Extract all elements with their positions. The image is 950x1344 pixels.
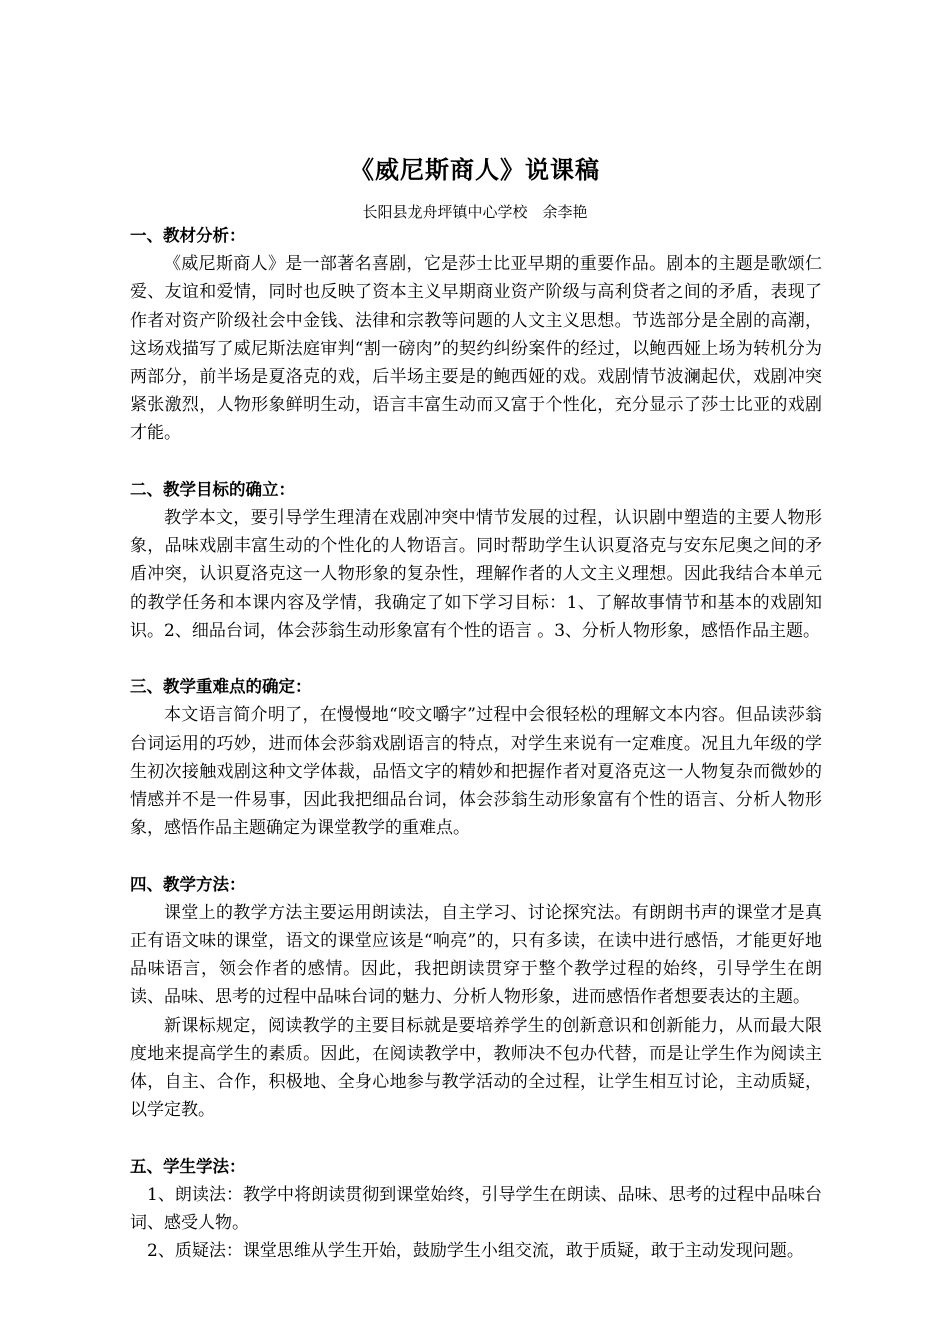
section-heading: 一、教材分析：: [130, 226, 246, 245]
author-byline: 长阳县龙舟坪镇中心学校 余李艳: [362, 203, 588, 221]
paragraph: 新课标规定，阅读教学的主要目标就是要培养学生的创新意识和创新能力，从而最大限度地来提高学生的素质。因此，在阅读教学中，教师决不包办代替，而是让学生作为阅读主体，自主、合作，积极地、全身心地参与教学活动的全过程，让学生相互讨论，主动质疑，以学定教。: [130, 1015, 822, 1121]
section-spacer: [130, 1124, 822, 1152]
list-item: 1、朗读法：教学中将朗读贯彻到课堂始终，引导学生在朗读、品味、思考的过程中品味台词、感受人物。: [130, 1184, 822, 1234]
section-heading: 四、教学方法：: [130, 874, 246, 894]
section-learning-methods: [130, 1153, 822, 1266]
section-heading: 三、教学重难点的确定：: [130, 677, 312, 697]
section-heading: 二、教学目标的确立：: [130, 479, 295, 499]
section-spacer: [130, 448, 822, 476]
section-spacer: [130, 842, 822, 870]
paragraph: 《威尼斯商人》是一部著名喜剧，它是莎士比亚早期的重要作品。剧本的主题是歌颂仁爱、友谊和爱情，同时也反映了资本主义早期商业资产阶级与高利贷者之间的矛盾，表现了作者对资产阶级社会中金钱、法律和宗教等问题的人文主义思想。节选部分是全剧的高潮，这场戏描写了威尼斯法庭审判“割一磅肉”的契约纠纷案件的经过，以鲍西娅上场为转机分为两部分，前半场是夏洛克的戏，后半场主要是的鲍西娅的戏。戏剧情节波澜起伏，戏剧冲突紧张激烈，人物形象鲜明生动，语言丰富生动而又富于个性化，充分显示了莎士比亚的戏剧才能。: [130, 254, 822, 444]
section-spacer: [130, 645, 822, 673]
section-textbook-analysis: [130, 222, 822, 448]
section-teaching-methods: [130, 871, 822, 1125]
document-body: [130, 222, 822, 1265]
document-title: 《威尼斯商人》说课稿: [350, 156, 600, 184]
paragraph: 课堂上的教学方法主要运用朗读法，自主学习、讨论探究法。有朗朗书声的课堂才是真正有语文味的课堂，语文的课堂应该是“响亮”的，只有多读，在读中进行感悟，才能更好地品味语言，领会作者的感情。因此，我把朗读贯穿于整个教学过程的始终，引导学生在朗读、品味、思考的过程中品味台词的魅力、分析人物形象，进而感悟作者想要表达的主题。: [130, 902, 822, 1008]
list-item: 2、质疑法：课堂思维从学生开始，鼓励学生小组交流，敢于质疑，敢于主动发现问题。: [147, 1241, 804, 1262]
section-heading: 五、学生学法：: [130, 1156, 246, 1176]
section-key-difficulties: [130, 673, 822, 842]
paragraph: 教学本文，要引导学生理清在戏剧冲突中情节发展的过程，认识剧中塑造的主要人物形象，品味戏剧丰富生动的个性化的人物语言。同时帮助学生认识夏洛克与安东尼奥之间的矛盾冲突，认识夏洛克这一人物形象的复杂性，理解作者的人文主义理想。因此我结合本单元的教学任务和本课内容及学情，我确定了如下学习目标：1、了解故事情节和基本的戏剧知识。2、细品台词，体会莎翁生动形象富有个性的语言 。3、分析人物形象，感悟作品主题。: [130, 508, 822, 641]
paragraph: 本文语言简介明了，在慢慢地“咬文嚼字”过程中会很轻松的理解文本内容。但品读莎翁台词运用的巧妙，进而体会莎翁戏剧语言的特点，对学生来说有一定难度。况且九年级的学生初次接触戏剧这种文学体裁，品悟文字的精妙和把握作者对夏洛克这一人物复杂而微妙的情感并不是一件易事，因此我把细品台词，体会莎翁生动形象富有个性的语言、分析人物形象，感悟作品主题确定为课堂教学的重难点。: [130, 705, 822, 839]
section-teaching-objectives: [130, 476, 822, 645]
